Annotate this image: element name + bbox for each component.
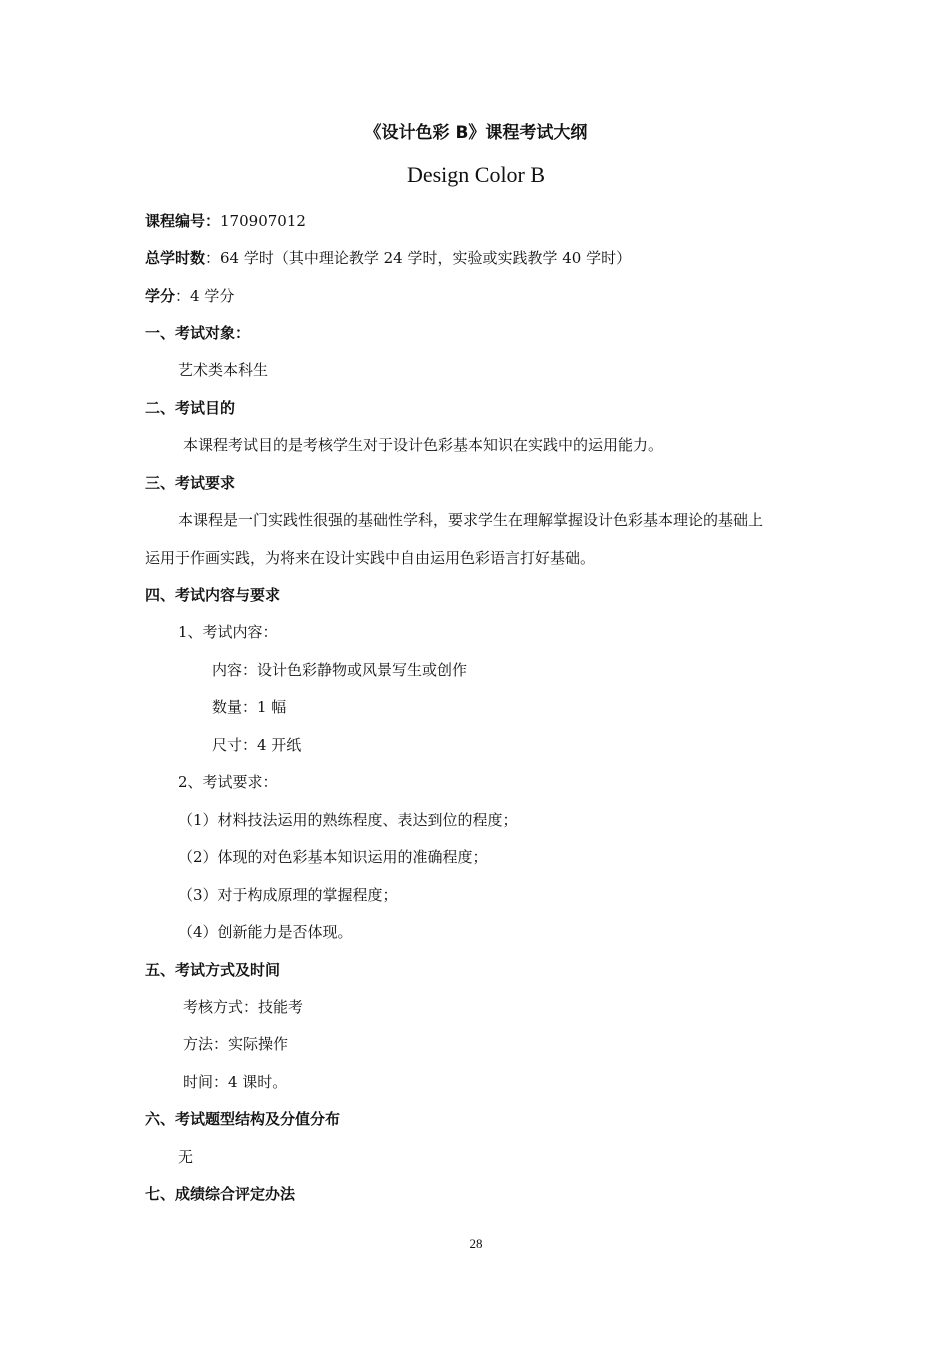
section-1-heading: 一、考试对象： — [145, 324, 251, 342]
credit-label: 学分 — [145, 287, 176, 305]
section-2-text: 本课程考试目的是考核学生对于设计色彩基本知识在实践中的运用能力。 — [183, 436, 664, 454]
section-4-quantity: 数量：1 幅 — [212, 698, 287, 716]
document-subtitle: Design Color B — [406, 162, 546, 187]
document-title: 《设计色彩 B》课程考试大纲 — [364, 123, 588, 143]
total-hours-label: 总学时数 — [145, 249, 206, 267]
section-5-heading: 五、考试方式及时间 — [145, 961, 281, 979]
section-4-subheading-requirements: 2、考试要求： — [178, 773, 278, 791]
section-4-size: 尺寸：4 开纸 — [212, 736, 302, 754]
section-4-subheading-content: 1、考试内容： — [178, 623, 278, 641]
total-hours-value: ：64 学时（其中理论教学 24 学时，实验或实践教学 40 学时） — [205, 249, 632, 267]
section-3-heading: 三、考试要求 — [145, 474, 236, 492]
section-2-heading: 二、考试目的 — [145, 399, 236, 417]
credit-value: ：4 学分 — [175, 287, 235, 305]
section-3-text-line1: 本课程是一门实践性很强的基础性学科，要求学生在理解掌握设计色彩基本理论的基础上 — [178, 511, 764, 529]
section-4-heading: 四、考试内容与要求 — [145, 586, 281, 604]
credit-line — [145, 286, 234, 306]
course-code-line — [145, 211, 306, 231]
section-4-requirement-4: （4）创新能力是否体现。 — [178, 923, 353, 941]
course-code-label: 课程编号： — [145, 212, 221, 230]
section-4-content: 内容：设计色彩静物或风景写生或创作 — [212, 661, 468, 679]
section-4-requirement-1: （1）材料技法运用的熟练程度、表达到位的程度； — [178, 811, 518, 829]
section-4-requirement-3: （3）对于构成原理的掌握程度； — [178, 886, 398, 904]
section-5-time: 时间：4 课时。 — [183, 1073, 288, 1091]
section-5-method: 方法：实际操作 — [183, 1035, 289, 1053]
section-4-requirement-2: （2）体现的对色彩基本知识运用的准确程度； — [178, 848, 488, 866]
section-1-text: 艺术类本科生 — [178, 361, 269, 379]
page-number: 28 — [469, 1236, 483, 1251]
course-code-value: 170907012 — [220, 212, 306, 230]
section-3-text-line2: 运用于作画实践，为将来在设计实践中自由运用色彩语言打好基础。 — [145, 549, 596, 567]
total-hours-line — [145, 248, 631, 268]
section-6-text: 无 — [178, 1148, 194, 1166]
section-5-mode: 考核方式：技能考 — [183, 998, 304, 1016]
section-6-heading: 六、考试题型结构及分值分布 — [145, 1110, 341, 1128]
section-7-heading: 七、成绩综合评定办法 — [145, 1185, 296, 1203]
